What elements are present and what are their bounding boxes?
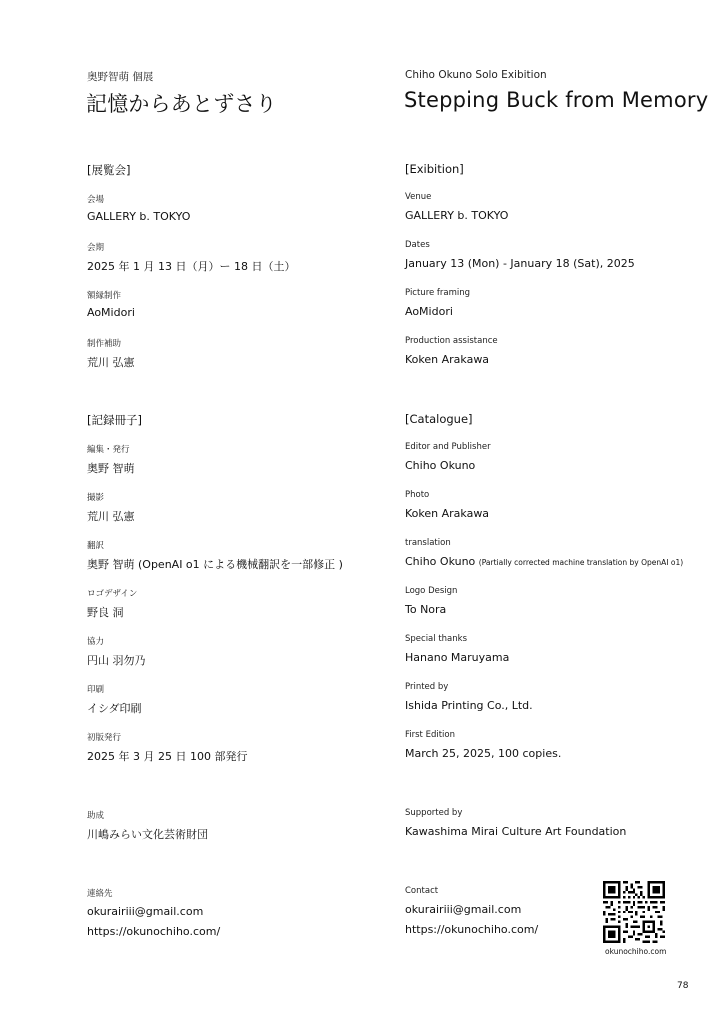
- en-edition-label: First Edition: [405, 730, 455, 740]
- qr-caption: okunochiho.com: [605, 947, 667, 956]
- jp-support-value: 川嶋みらい文化芸術財団: [87, 828, 208, 841]
- jp-support-label: 助成: [87, 811, 105, 821]
- en-support-value: Kawashima Mirai Culture Art Foundation: [405, 825, 627, 838]
- jp-edition-value: 2025 年 3 月 25 日 100 部発行: [87, 750, 248, 763]
- en-editor-value: Chiho Okuno: [405, 459, 476, 472]
- jp-editor-value: 奥野 智萌: [87, 462, 135, 475]
- jp-logo-value: 野良 洞: [87, 606, 124, 619]
- en-framing-value: AoMidori: [405, 305, 453, 318]
- en-exhibition-heading: [Exibition]: [405, 162, 464, 176]
- jp-translation-label: 翻訳: [87, 541, 105, 551]
- en-contact-email[interactable]: okurairiii@gmail.com: [405, 903, 522, 916]
- jp-venue-value: GALLERY b. TOKYO: [87, 210, 191, 223]
- jp-subtitle: 奥野智萌 個展: [87, 71, 154, 83]
- en-translation-note: (Partially corrected machine translation by OpenAI o1): [478, 558, 684, 567]
- en-support-label: Supported by: [405, 808, 463, 818]
- en-production-label: Production assistance: [405, 336, 498, 346]
- page-number: 78: [677, 981, 689, 991]
- jp-title: 記憶からあとずさり: [86, 92, 277, 116]
- en-title: Stepping Buck from Memory: [404, 88, 709, 112]
- en-translation-row: [405, 555, 683, 568]
- en-photo-value: Koken Arakawa: [405, 507, 490, 520]
- en-logo-value: To Nora: [405, 603, 447, 616]
- en-logo-label: Logo Design: [405, 586, 458, 596]
- qr-code-icon[interactable]: [603, 881, 665, 943]
- jp-photo-label: 撮影: [87, 493, 105, 503]
- en-thanks-label: Special thanks: [405, 634, 467, 644]
- jp-printed-label: 印刷: [87, 685, 105, 695]
- en-printed-value: Ishida Printing Co., Ltd.: [405, 699, 533, 712]
- en-venue-label: Venue: [405, 192, 432, 202]
- en-photo-label: Photo: [405, 490, 430, 500]
- jp-dates-value: 2025 年 1 月 13 日（月）ー 18 日（土）: [87, 260, 296, 273]
- en-translation-label: translation: [405, 538, 451, 548]
- en-framing-label: Picture framing: [405, 288, 471, 298]
- en-dates-label: Dates: [405, 240, 430, 250]
- jp-contact-label: 連絡先: [87, 889, 113, 899]
- en-production-value: Koken Arakawa: [405, 353, 490, 366]
- jp-logo-label: ロゴデザイン: [87, 589, 138, 599]
- jp-editor-label: 編集・発行: [87, 445, 130, 455]
- jp-exhibition-heading: [展覧会]: [87, 163, 131, 177]
- jp-framing-label: 額縁制作: [87, 291, 122, 301]
- en-thanks-value: Hanano Maruyama: [405, 651, 510, 664]
- jp-translation-value: 奥野 智萌 (OpenAI o1 による機械翻訳を一部修正 ): [87, 558, 343, 571]
- en-printed-label: Printed by: [405, 682, 449, 692]
- jp-contact-email[interactable]: okurairiii@gmail.com: [87, 905, 204, 918]
- en-editor-label: Editor and Publisher: [405, 442, 491, 452]
- en-subtitle: Chiho Okuno Solo Exibition: [405, 69, 547, 81]
- en-edition-value: March 25, 2025, 100 copies.: [405, 747, 562, 760]
- jp-catalogue-heading: [記録冊子]: [87, 413, 142, 427]
- en-catalogue-heading: [Catalogue]: [405, 412, 473, 426]
- jp-thanks-label: 協力: [87, 637, 105, 647]
- jp-contact-url[interactable]: https://okunochiho.com/: [87, 925, 221, 938]
- en-dates-value: January 13 (Mon) - January 18 (Sat), 2025: [405, 257, 635, 270]
- jp-edition-label: 初版発行: [87, 733, 122, 743]
- en-venue-value: GALLERY b. TOKYO: [405, 209, 509, 222]
- jp-dates-label: 会期: [87, 243, 105, 253]
- en-contact-url[interactable]: https://okunochiho.com/: [405, 923, 539, 936]
- jp-production-label: 制作補助: [87, 339, 122, 349]
- jp-photo-value: 荒川 弘憲: [87, 510, 135, 523]
- jp-venue-label: 会場: [87, 195, 105, 205]
- en-contact-label: Contact: [405, 886, 439, 896]
- jp-framing-value: AoMidori: [87, 306, 135, 319]
- jp-printed-value: イシダ印刷: [87, 702, 142, 715]
- jp-production-value: 荒川 弘憲: [87, 356, 135, 369]
- en-translation-value: Chiho Okuno: [405, 555, 476, 568]
- jp-thanks-value: 円山 羽勿乃: [87, 654, 146, 667]
